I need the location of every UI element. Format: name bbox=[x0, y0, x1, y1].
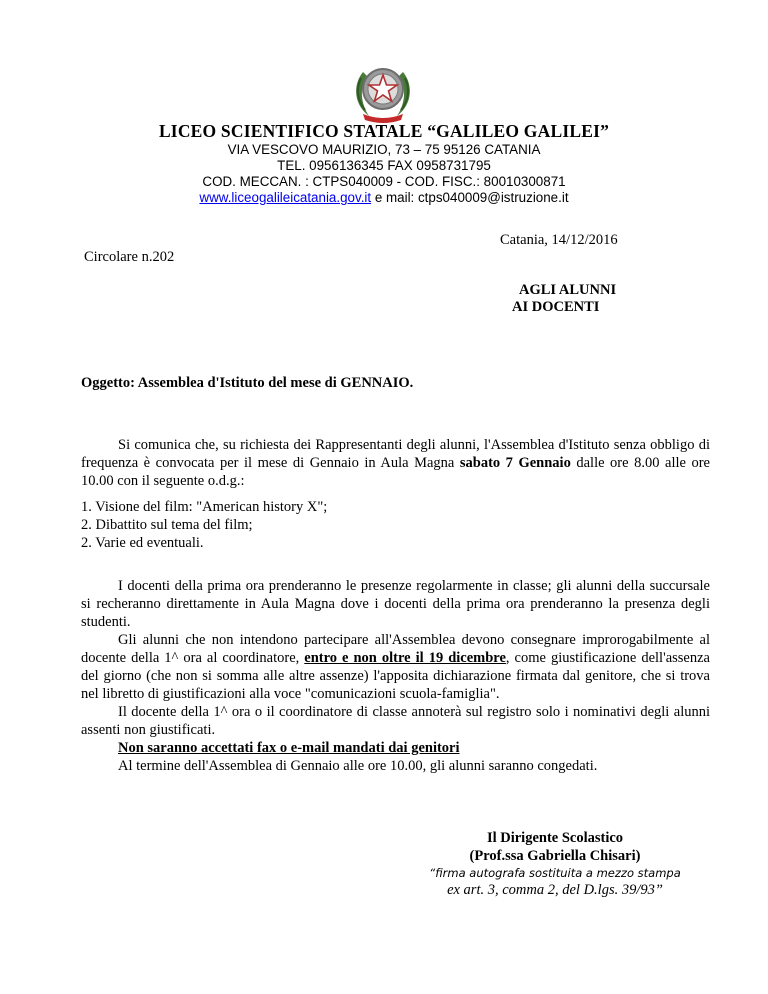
assembly-date: sabato 7 Gennaio bbox=[459, 455, 571, 471]
recipient-teachers: AI DOCENTI bbox=[512, 299, 600, 315]
email-text: e mail: ctps040009@istruzione.it bbox=[371, 190, 569, 205]
paragraphs-block bbox=[81, 577, 710, 775]
circular-number: Circolare n.202 bbox=[84, 249, 175, 265]
attendance-text: I docenti della prima ora prenderanno le presenze regolarmente in classe; gli alunni della succursale si recheranno direttamente in Aula Magna dove i docenti della prima ora prenderanno la presenza degli studenti. bbox=[81, 578, 710, 630]
paragraph-attendance bbox=[81, 577, 710, 631]
signature-name: (Prof.ssa Gabriella Chisari) bbox=[469, 848, 641, 864]
paragraph-justification bbox=[81, 631, 710, 703]
convocation-rest: dalle ore 8.00 alle ore 10.00 con il seguente o.d.g.: bbox=[81, 455, 710, 489]
convocation-text: Si comunica che, su richiesta dei Rappresentanti degli alunni, l'Assemblea d'Istituto senza obbligo di frequenza è convocata per il mese di Gennaio in Aula Magna bbox=[81, 437, 710, 471]
dismissal-text: Al termine dell'Assemblea di Gennaio alle ore 10.00, gli alunni saranno congedati. bbox=[118, 758, 598, 774]
school-address: VIA VESCOVO MAURIZIO, 73 – 75 95126 CATANIA bbox=[227, 142, 541, 157]
justification-text: Gli alunni che non intendono partecipare all'Assemblea devono consegnare improrogabilmente al docente della 1^ ora al coordinatore, bbox=[81, 632, 710, 666]
school-phone: TEL. 0956136345 FAX 0958731795 bbox=[277, 158, 491, 173]
paragraph-dismissal bbox=[81, 757, 710, 775]
paragraph-register bbox=[81, 703, 710, 739]
justification-rest: , come giustificazione dell'assenza del giorno (che non si somma alle altre assenze) l'apposita dichiarazione firmata dal genitore, che si trova nel libretto di giustificazioni alla voce "comunicazioni scuola-famiglia". bbox=[81, 650, 710, 702]
paragraph-notice bbox=[81, 739, 710, 757]
recipient-students: AGLI ALUNNI bbox=[519, 282, 617, 298]
signature-role: Il Dirigente Scolastico bbox=[486, 830, 624, 846]
notice-text: Non saranno accettati fax o e-mail mandati dai genitori bbox=[118, 740, 460, 756]
subject-line: Oggetto: Assemblea d'Istituto del mese di GENNAIO. bbox=[81, 375, 414, 391]
document-date: Catania, 14/12/2016 bbox=[500, 232, 618, 248]
deadline-text: entro e non oltre il 19 dicembre bbox=[304, 650, 506, 666]
paragraph-convocation bbox=[81, 436, 710, 490]
italian-republic-emblem-icon bbox=[349, 58, 417, 124]
website-link[interactable]: www.liceogalileicatania.gov.it bbox=[199, 190, 372, 205]
school-contacts bbox=[0, 190, 768, 206]
signature-note: “firma autografa sostituita a mezzo stampa bbox=[429, 866, 681, 880]
agenda-item: 1. Visione del film: "American history X"; bbox=[81, 499, 328, 515]
agenda-item: 2. Dibattito sul tema del film; bbox=[81, 517, 253, 533]
school-codes: COD. MECCAN. : CTPS040009 - COD. FISC.: 80010300871 bbox=[202, 174, 566, 189]
school-name: LICEO SCIENTIFICO STATALE “GALILEO GALILEI” bbox=[158, 121, 610, 141]
agenda-item: 2. Varie ed eventuali. bbox=[81, 535, 204, 551]
register-text: Il docente della 1^ ora o il coordinatore di classe annoterà sul registro solo i nominativi degli alunni assenti non giustificati. bbox=[81, 704, 710, 738]
signature-law: ex art. 3, comma 2, del D.lgs. 39/93” bbox=[447, 882, 663, 898]
agenda-list bbox=[81, 498, 710, 552]
